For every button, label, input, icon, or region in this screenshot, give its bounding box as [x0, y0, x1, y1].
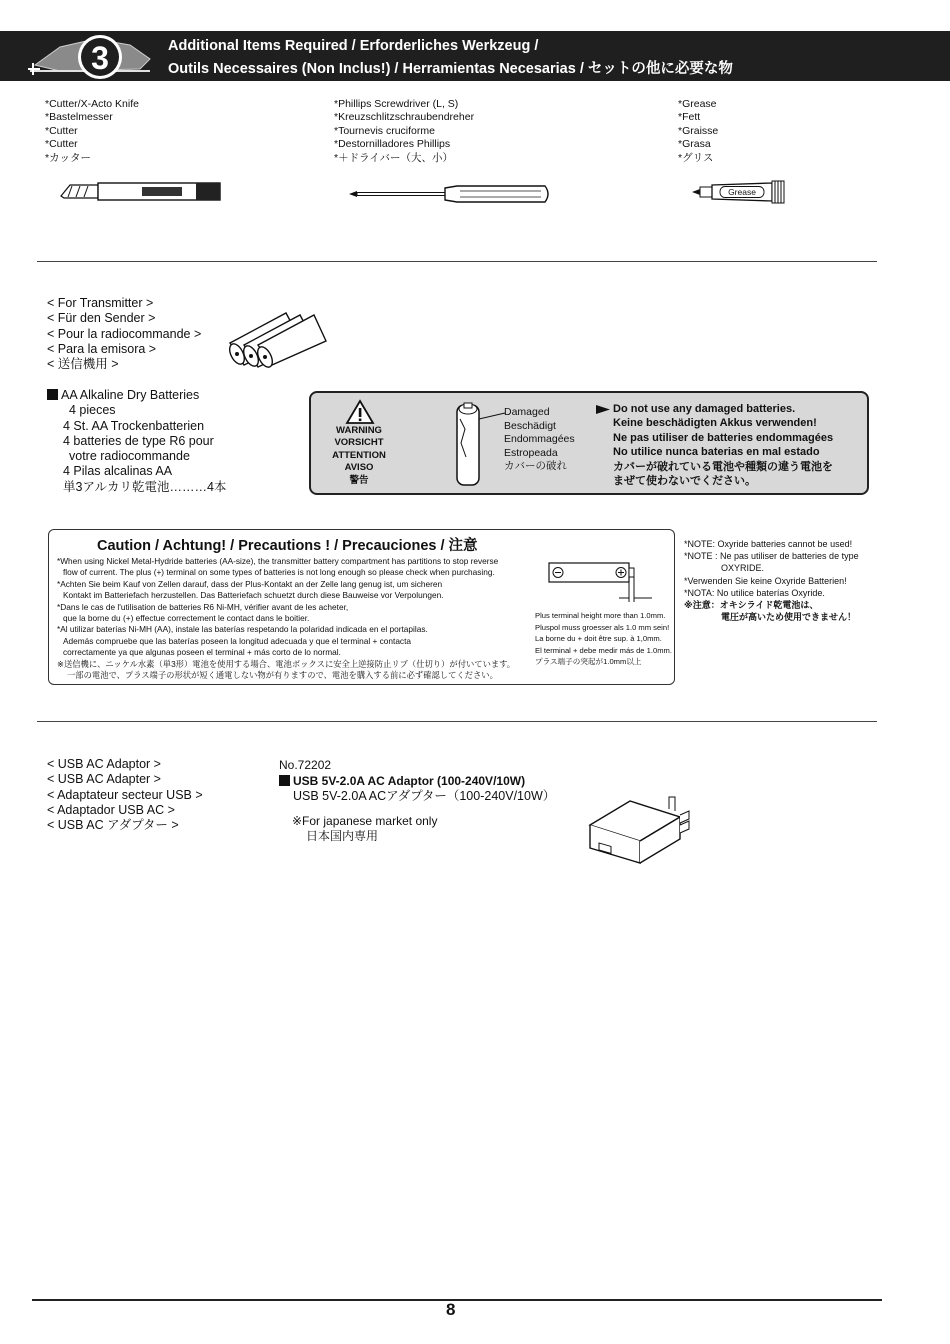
battery-line: 4 St. AA Trockenbatterien [63, 418, 205, 433]
damaged-battery-icon [451, 399, 511, 491]
transmitter-label: < Für den Sender > [47, 311, 156, 326]
grease-label: *Graisse [678, 124, 719, 137]
grease-label: *Grease [678, 98, 717, 110]
battery-terminal-diagram [547, 560, 659, 608]
usb-title: USB 5V-2.0A AC Adaptor (100-240V/10W) [279, 774, 555, 790]
transmitter-label: < 送信機用 > [47, 357, 119, 372]
caution-text: *When using Nickel Metal-Hydride batteries (AA-size), the transmitter battery compartment has partitions to stop reverse flow of current. The plus (+) terminal on some types of batteries is not long enough so please check when purchasing. *Achten Sie beim Kauf von Zellen darauf, dass der Plus-Kontakt an der Zelle lang genug ist, um sicheren Kontakt im Batteriefach herzustellen. Das Batteriefach schuetzt durch diese Bauweise vor Verpolungen. *Dans le cas de l'utilisation de batteries R6 Ni-MH, vérifier avant de les acheter, que la borne du (+) effectue correctement le contact dans le boitier. *Al utilizar baterías Ni-MH (AA), instale las baterías respetando la polaridad indicada en el portapilas. Además compruebe que las baterías poseen la longitud adecuada y que el terminal + contacta correctamente ya que algunas poseen el terminal + más corto de lo normal. ※送信機に、ニッケル水素（単3形）電池を使用する場合、電池ボックスに安全上逆接防止リブ（仕切り）が付いています。 一部の電池で、プラス端子の形状が短く通電しない物が有りますので、電池を購入する前に必ず確認してください。 [57, 556, 516, 681]
usb-label: < Adaptateur secteur USB > [47, 787, 203, 802]
grease-label: *グリス [678, 151, 714, 164]
watercraft-icon [0, 25, 165, 83]
divider [37, 261, 877, 262]
oxyride-notes: *NOTE: Oxyride batteries cannot be used! *NOTE : Ne pas utiliser de batteries de type OXYRIDE. *Verwenden Sie keine Oxyride Batterien! *NOTA: No utilice baterías Oxyride. ※注意：オキシライド乾電池は、 電圧が高いため使用できません！ [684, 539, 859, 623]
grease-tube-icon [690, 178, 790, 206]
cutter-label: *カッター [45, 151, 91, 164]
header-title-line2: Outils Necessaires (Non Inclus!) / Herramientas Necesarias / セットの他に必要な物 [168, 61, 733, 77]
grease-label: *Fett [678, 111, 701, 124]
battery-line: 単3アルカリ乾電池………4本 [63, 479, 227, 494]
battery-line: 4 batteries de type R6 pour [63, 433, 214, 448]
usb-label: < USB AC アダプター > [47, 818, 179, 833]
screwdriver-label: *Phillips Screwdriver (L, S) [334, 98, 459, 110]
transmitter-label: < Pour la radiocommande > [47, 326, 202, 341]
warning-box [309, 391, 869, 495]
terminal-note: Plus terminal height more than 1.0mm. Pluspol muss groesser als 1.0 mm sein! La borne du + doit être sup. à 1,0mm. El terminal + debe medir más de 1.0mm. プラス端子の突起が1.0mm以上 [535, 611, 672, 667]
grease-tube-label: Grease [728, 187, 756, 197]
cutter-label: *Cutter/X-Acto Knife [45, 98, 139, 110]
cutter-label: *Cutter [45, 138, 78, 151]
transmitter-labels [47, 296, 201, 372]
warning-labels: WARNING VORSICHT ATTENTION AVISO 警告 [332, 425, 386, 486]
battery-line: votre radiocommande [69, 449, 190, 464]
battery-line: 4 pieces [69, 403, 116, 418]
bullet-square-icon [279, 775, 290, 786]
warning-messages: Do not use any damaged batteries. Keine beschädigten Akkus verwenden! Ne pas utiliser de batteries endommagées No utilice nunca baterias en mal estado カバーが破れている電池や種類の違う電池を まぜて使わないでください。 [613, 403, 834, 488]
aa-batteries-icon [224, 307, 336, 369]
page-number: 8 [446, 1300, 456, 1319]
usb-label: < USB AC Adaptor > [47, 757, 161, 771]
cutter-labels [45, 98, 139, 165]
battery-title: AA Alkaline Dry Batteries [47, 388, 226, 403]
step-number: 3 [91, 40, 109, 76]
screwdriver-icon [345, 180, 555, 208]
usb-adaptor-icon [585, 793, 697, 865]
usb-label: < USB AC Adapter > [47, 772, 161, 787]
header-title-line1: Additional Items Required / Erforderliches Werkzeug / [168, 38, 539, 54]
usb-subtitle: USB 5V-2.0A ACアダプター（100-240V/10W） [293, 789, 556, 803]
market-note-jp: 日本国内専用 [306, 829, 379, 843]
grease-label: *Grasa [678, 138, 711, 151]
screwdriver-labels [334, 98, 474, 165]
usb-labels [47, 757, 203, 833]
usb-label: < Adaptador USB AC > [47, 802, 175, 817]
warning-triangle-icon [345, 399, 375, 425]
screwdriver-label: *Destornilladores Phillips [334, 138, 451, 151]
transmitter-label: < For Transmitter > [47, 296, 154, 310]
battery-line: 4 Pilas alcalinas AA [63, 464, 173, 479]
transmitter-label: < Para la emisora > [47, 341, 157, 356]
section-header [0, 31, 950, 81]
screwdriver-label: *＋ドライバー（大、小） [334, 151, 454, 164]
bullet-square-icon [47, 389, 58, 400]
market-note: ※For japanese market only [292, 813, 438, 828]
footer-rule [32, 1299, 882, 1301]
divider [37, 721, 877, 722]
screwdriver-label: *Kreuzschlitzschraubendreher [334, 111, 475, 124]
screwdriver-label: *Tournevis cruciforme [334, 124, 435, 137]
part-number: No.72202 [279, 758, 332, 772]
usb-info [279, 758, 555, 845]
arrow-right-icon [596, 405, 610, 414]
grease-labels [678, 98, 718, 165]
cutter-label: *Bastelmesser [45, 111, 113, 124]
damaged-labels: Damaged Beschädigt Endommagées Estropeada カバーの破れ [504, 406, 575, 473]
battery-info [47, 388, 226, 495]
caution-box [48, 529, 675, 685]
caution-title: Caution / Achtung! / Precautions ! / Precauciones / 注意 [97, 538, 478, 554]
cutter-knife-icon [58, 178, 226, 204]
cutter-label: *Cutter [45, 124, 78, 137]
